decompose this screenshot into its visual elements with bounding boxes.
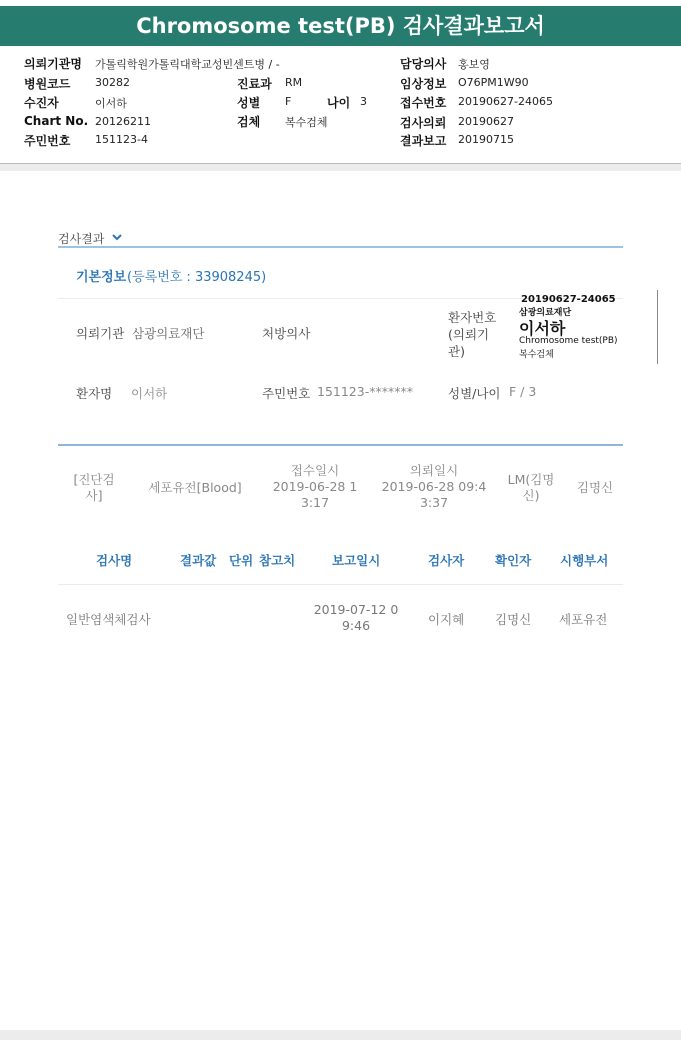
- rrn-label: 주민번호: [262, 386, 311, 401]
- prescriber-label: 처방의사: [262, 326, 311, 341]
- clinical-info-label: 임상정보: [400, 77, 447, 91]
- sticker-test: Chromosome test(PB): [519, 336, 618, 346]
- sex-age-value: F / 3: [509, 384, 537, 399]
- sticker-number: 20190627-24065: [521, 294, 616, 305]
- patient-name-value: 이서하: [131, 386, 168, 401]
- row-report-date-line-1: 2019-07-12 0: [313, 602, 399, 617]
- col-test-name: 검사명: [96, 553, 133, 568]
- col-report-date: 보고일시: [332, 553, 381, 568]
- lm-cell: [500, 472, 562, 504]
- clinical-info-value: O76PM1W90: [458, 76, 529, 89]
- col-dept: 시행부서: [560, 553, 609, 568]
- patient-number-label-3: 관): [448, 344, 465, 359]
- requested-line-2: 3:37: [419, 495, 449, 510]
- requested-line-1: 2019-06-28 09:4: [381, 479, 487, 494]
- col-reference: 참고치: [259, 553, 296, 568]
- page-bottom-gap: [0, 1030, 681, 1040]
- chevron-down-icon[interactable]: [111, 230, 123, 244]
- chart-no-label: Chart No.: [24, 114, 89, 128]
- hospital-code-label: 병원코드: [24, 77, 71, 91]
- lm-line-1: LM(김명: [507, 472, 555, 487]
- receipt-number-label: 접수번호: [400, 96, 447, 110]
- order-category-line-1: [진단검: [73, 472, 115, 487]
- requested-label: 의뢰일시: [409, 463, 459, 478]
- patient-label: 수진자: [24, 96, 59, 110]
- institution-label: 의뢰기관명: [24, 57, 82, 71]
- doctor-label: 담당의사: [400, 57, 447, 71]
- sticker-org: 삼광의료재단: [519, 308, 572, 318]
- registration-number: (등록번호 : 33908245): [127, 270, 267, 285]
- specimen-label: 검체: [237, 115, 261, 129]
- inst-label: 의뢰기관: [76, 326, 125, 341]
- row-report-date: [306, 602, 406, 634]
- patient-name-label: 환자명: [76, 386, 113, 401]
- order-category: [64, 472, 124, 504]
- sex-label: 성별: [237, 96, 261, 110]
- specimen-label-sticker: [512, 290, 658, 364]
- col-confirmer: 확인자: [495, 553, 532, 568]
- chart-no-value: 20126211: [95, 115, 151, 128]
- lm-name: 김명신: [576, 480, 614, 495]
- rrn-value: 151123-*******: [317, 384, 413, 399]
- lm-line-2: 신): [522, 488, 540, 503]
- section-divider: [58, 246, 623, 248]
- row-dept: 세포유전: [559, 612, 608, 627]
- report-date-value: 20190715: [458, 133, 514, 146]
- patient-number-label: 환자번호: [448, 310, 497, 325]
- sex-value: F: [285, 95, 292, 108]
- section-divider-2: [58, 444, 623, 446]
- row-confirmer: 김명신: [495, 612, 532, 627]
- report-header: [0, 46, 681, 164]
- received-line-1: 2019-06-28 1: [272, 479, 358, 494]
- institution-value: 가톨릭학원가톨릭대학교성빈센트병 / -: [95, 58, 280, 71]
- id-number-value: 151123-4: [95, 133, 148, 146]
- order-category-line-2: 사]: [85, 488, 103, 503]
- age-value: 3: [360, 95, 367, 108]
- received-line-2: 3:17: [300, 495, 330, 510]
- age-label: 나이: [327, 96, 351, 110]
- doctor-value: 홍보영: [458, 58, 490, 71]
- sticker-name: 이서하: [519, 319, 566, 338]
- report-title: Chromosome test(PB) 검사결과보고서: [0, 6, 681, 46]
- specimen-value: 복수검체: [285, 116, 328, 129]
- page-gap: [0, 164, 681, 171]
- report-date-label: 결과보고: [400, 134, 447, 148]
- request-value: 20190627: [458, 115, 514, 128]
- id-number-label: 주민번호: [24, 134, 71, 148]
- dept-value: RM: [285, 76, 303, 89]
- basic-info-title: 기본정보: [76, 270, 127, 285]
- col-tester: 검사자: [428, 553, 465, 568]
- received-label: 접수일시: [290, 463, 340, 478]
- inst-value: 삼광의료재단: [132, 326, 205, 341]
- receipt-number-value: 20190627-24065: [458, 95, 553, 108]
- table-header-divider: [58, 584, 623, 585]
- order-dept: 세포유전[Blood]: [148, 480, 242, 495]
- dept-label: 진료과: [237, 77, 272, 91]
- row-report-date-line-2: 9:46: [341, 618, 371, 633]
- sex-age-label: 성별/나이: [448, 386, 501, 401]
- received-cell: [265, 463, 365, 511]
- patient-value: 이서하: [95, 97, 127, 110]
- col-unit: 단위: [229, 553, 254, 568]
- col-result: 결과값: [180, 553, 217, 568]
- sticker-specimen: 복수검체: [519, 350, 554, 360]
- results-section-title[interactable]: 검사결과: [58, 232, 105, 246]
- row-test-name: 일반염색체검사: [66, 612, 151, 627]
- row-tester: 이지혜: [428, 612, 465, 627]
- requested-cell: [376, 463, 492, 511]
- patient-number-label-2: (의뢰기: [448, 327, 490, 342]
- hospital-code-value: 30282: [95, 76, 130, 89]
- request-label: 검사의뢰: [400, 116, 447, 130]
